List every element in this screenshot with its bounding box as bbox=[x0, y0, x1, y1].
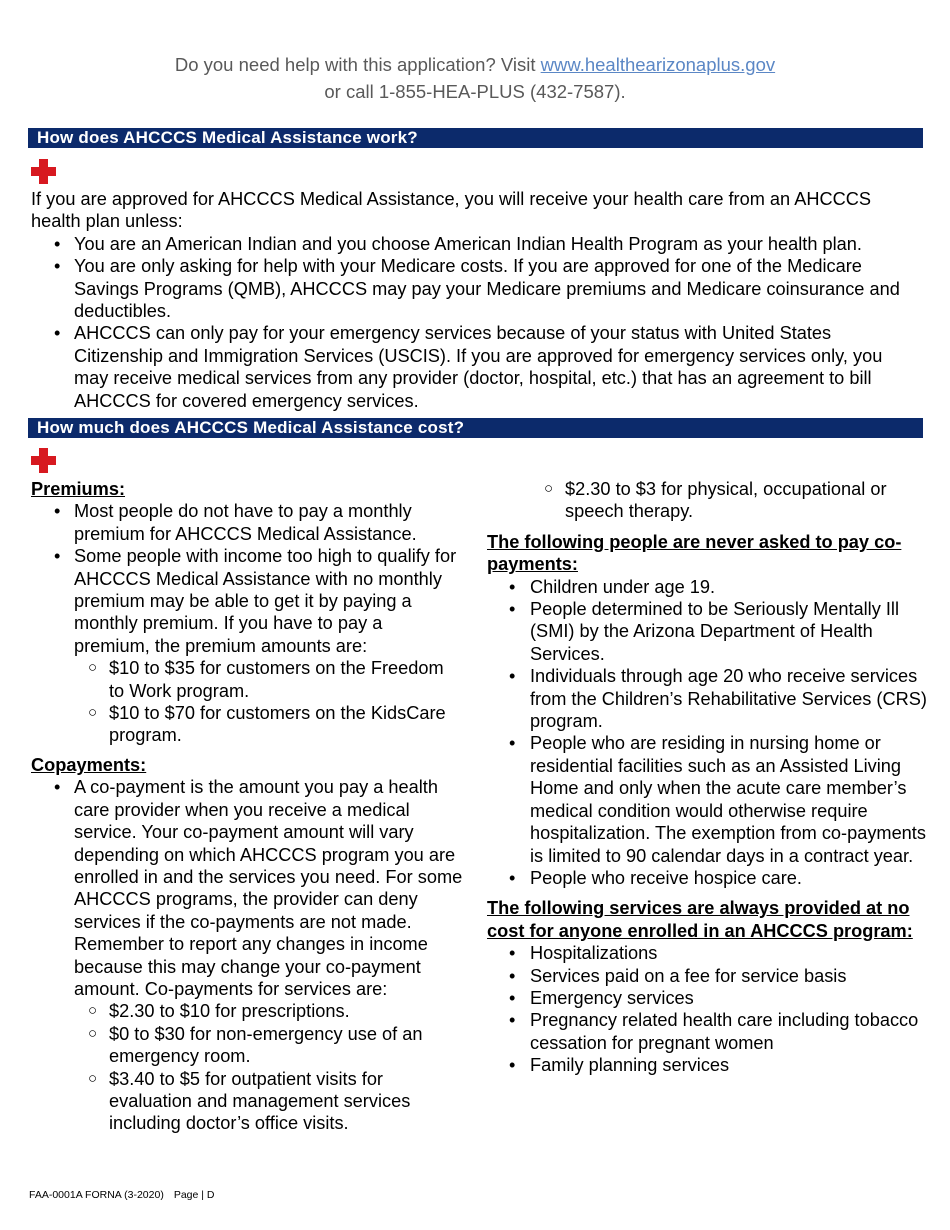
list-item: ○ $2.30 to $3 for physical, occupational or speech therapy. bbox=[487, 478, 927, 523]
right-column bbox=[487, 478, 927, 1077]
page-footer bbox=[29, 1189, 225, 1201]
list-item: • You are an American Indian and you choose American Indian Health Program as your health plan. bbox=[31, 233, 911, 255]
copayments-list bbox=[31, 776, 463, 1135]
help-header bbox=[0, 51, 950, 105]
copayments-heading: Copayments: bbox=[31, 754, 147, 775]
list-item: • Pregnancy related health care including tobacco cessation for pregnant women bbox=[487, 1009, 927, 1054]
list-item: • Hospitalizations bbox=[487, 942, 927, 964]
no-cost-services-list bbox=[487, 942, 927, 1076]
list-item: • Individuals through age 20 who receive services from the Children’s Rehabilitative Services (CRS) program. bbox=[487, 665, 927, 732]
premiums-list bbox=[31, 500, 463, 746]
section-banner-cost: How much does AHCCCS Medical Assistance cost? bbox=[28, 418, 923, 438]
help-line-1 bbox=[0, 51, 950, 78]
list-item: • You are only asking for help with your Medicare costs. If you are approved for one of the Medicare Savings Programs (QMB), AHCCCS may pay your Medicare premiums and Medicare coinsurance and deductibles. bbox=[31, 255, 911, 322]
premiums-heading: Premiums: bbox=[31, 479, 126, 499]
form-id: FAA-0001A FORNA (3-2020) bbox=[29, 1189, 164, 1201]
list-item: • Children under age 19. bbox=[487, 576, 927, 598]
page-number: Page | D bbox=[173, 1189, 215, 1201]
section-banner-how-it-works: How does AHCCCS Medical Assistance work? bbox=[28, 128, 923, 148]
help-phone: or call 1-855-HEA-PLUS (432-7587). bbox=[324, 81, 626, 102]
section-how-it-works bbox=[31, 188, 911, 412]
list-item: ○ $10 to $35 for customers on the Freedom to Work program. bbox=[31, 657, 463, 702]
list-item: • Family planning services bbox=[487, 1054, 927, 1076]
list-item: ○ $10 to $70 for customers on the KidsCare program. bbox=[31, 702, 463, 747]
list-item: • People who are residing in nursing home or residential facilities such as an Assisted Living Home and only when the acute care member’s medical condition would otherwise require hospitalization. The exemption from co-payments is limited to 90 calendar days in a contract year. bbox=[487, 732, 927, 866]
red-cross-icon bbox=[31, 448, 56, 473]
list-item: • People determined to be Seriously Mentally Ill (SMI) by the Arizona Department of Health Services. bbox=[487, 598, 927, 665]
red-cross-icon bbox=[31, 159, 56, 184]
list-item: • Emergency services bbox=[487, 987, 927, 1009]
list-item bbox=[31, 776, 463, 1135]
left-column bbox=[31, 478, 463, 1135]
list-item: • People who receive hospice care. bbox=[487, 867, 927, 889]
intro-paragraph: If you are approved for AHCCCS Medical Assistance, you will receive your health care from an AHCCCS health plan unless: bbox=[31, 189, 872, 232]
copayment-amounts-list-continued bbox=[487, 478, 927, 523]
list-item: ○ $0 to $30 for non-emergency use of an emergency room. bbox=[31, 1023, 463, 1068]
list-item: • Most people do not have to pay a monthly premium for AHCCCS Medical Assistance. bbox=[31, 500, 463, 545]
premium-amounts-list bbox=[31, 657, 463, 747]
never-pay-list bbox=[487, 576, 927, 890]
premium-explanation: Some people with income too high to qualify for AHCCCS Medical Assistance with no monthly premium may be able to get it by paying a monthly premium. If you have to pay a premium, the premium amounts are: bbox=[74, 546, 457, 656]
no-cost-heading: The following services are always provided at no cost for anyone enrolled in an AHCCCS program: bbox=[487, 898, 913, 941]
list-item bbox=[31, 545, 463, 747]
never-pay-heading: The following people are never asked to pay co-payments: bbox=[487, 531, 902, 575]
copayment-amounts-list bbox=[31, 1000, 463, 1134]
exceptions-list bbox=[31, 233, 911, 412]
help-text: Do you need help with this application? Visit bbox=[174, 54, 541, 75]
list-item: • Services paid on a fee for service basis bbox=[487, 965, 927, 987]
list-item: ○ $2.30 to $10 for prescriptions. bbox=[31, 1000, 463, 1022]
list-item: ○ $3.40 to $5 for outpatient visits for evaluation and management services including doctor’s office visits. bbox=[31, 1068, 463, 1135]
list-item: • AHCCCS can only pay for your emergency services because of your status with United States Citizenship and Immigration Services (USCIS). If you are approved for emergency services only, you may receive medical services from any provider (doctor, hospital, etc.) that has an agreement to bill AHCCCS for covered emergency services. bbox=[31, 322, 911, 412]
copayment-explanation: A co-payment is the amount you pay a health care provider when you receive a medical service. Your co-payment amount will vary depending on which AHCCCS program you are enrolled in and the services you need. For some AHCCCS programs, the provider can deny services if the co-payments are not made. Remember to report any changes in income because this may change your co-payment amount. Co-payments for services are: bbox=[74, 777, 463, 999]
help-website-link[interactable]: www.healthearizonaplus.gov bbox=[540, 54, 776, 75]
